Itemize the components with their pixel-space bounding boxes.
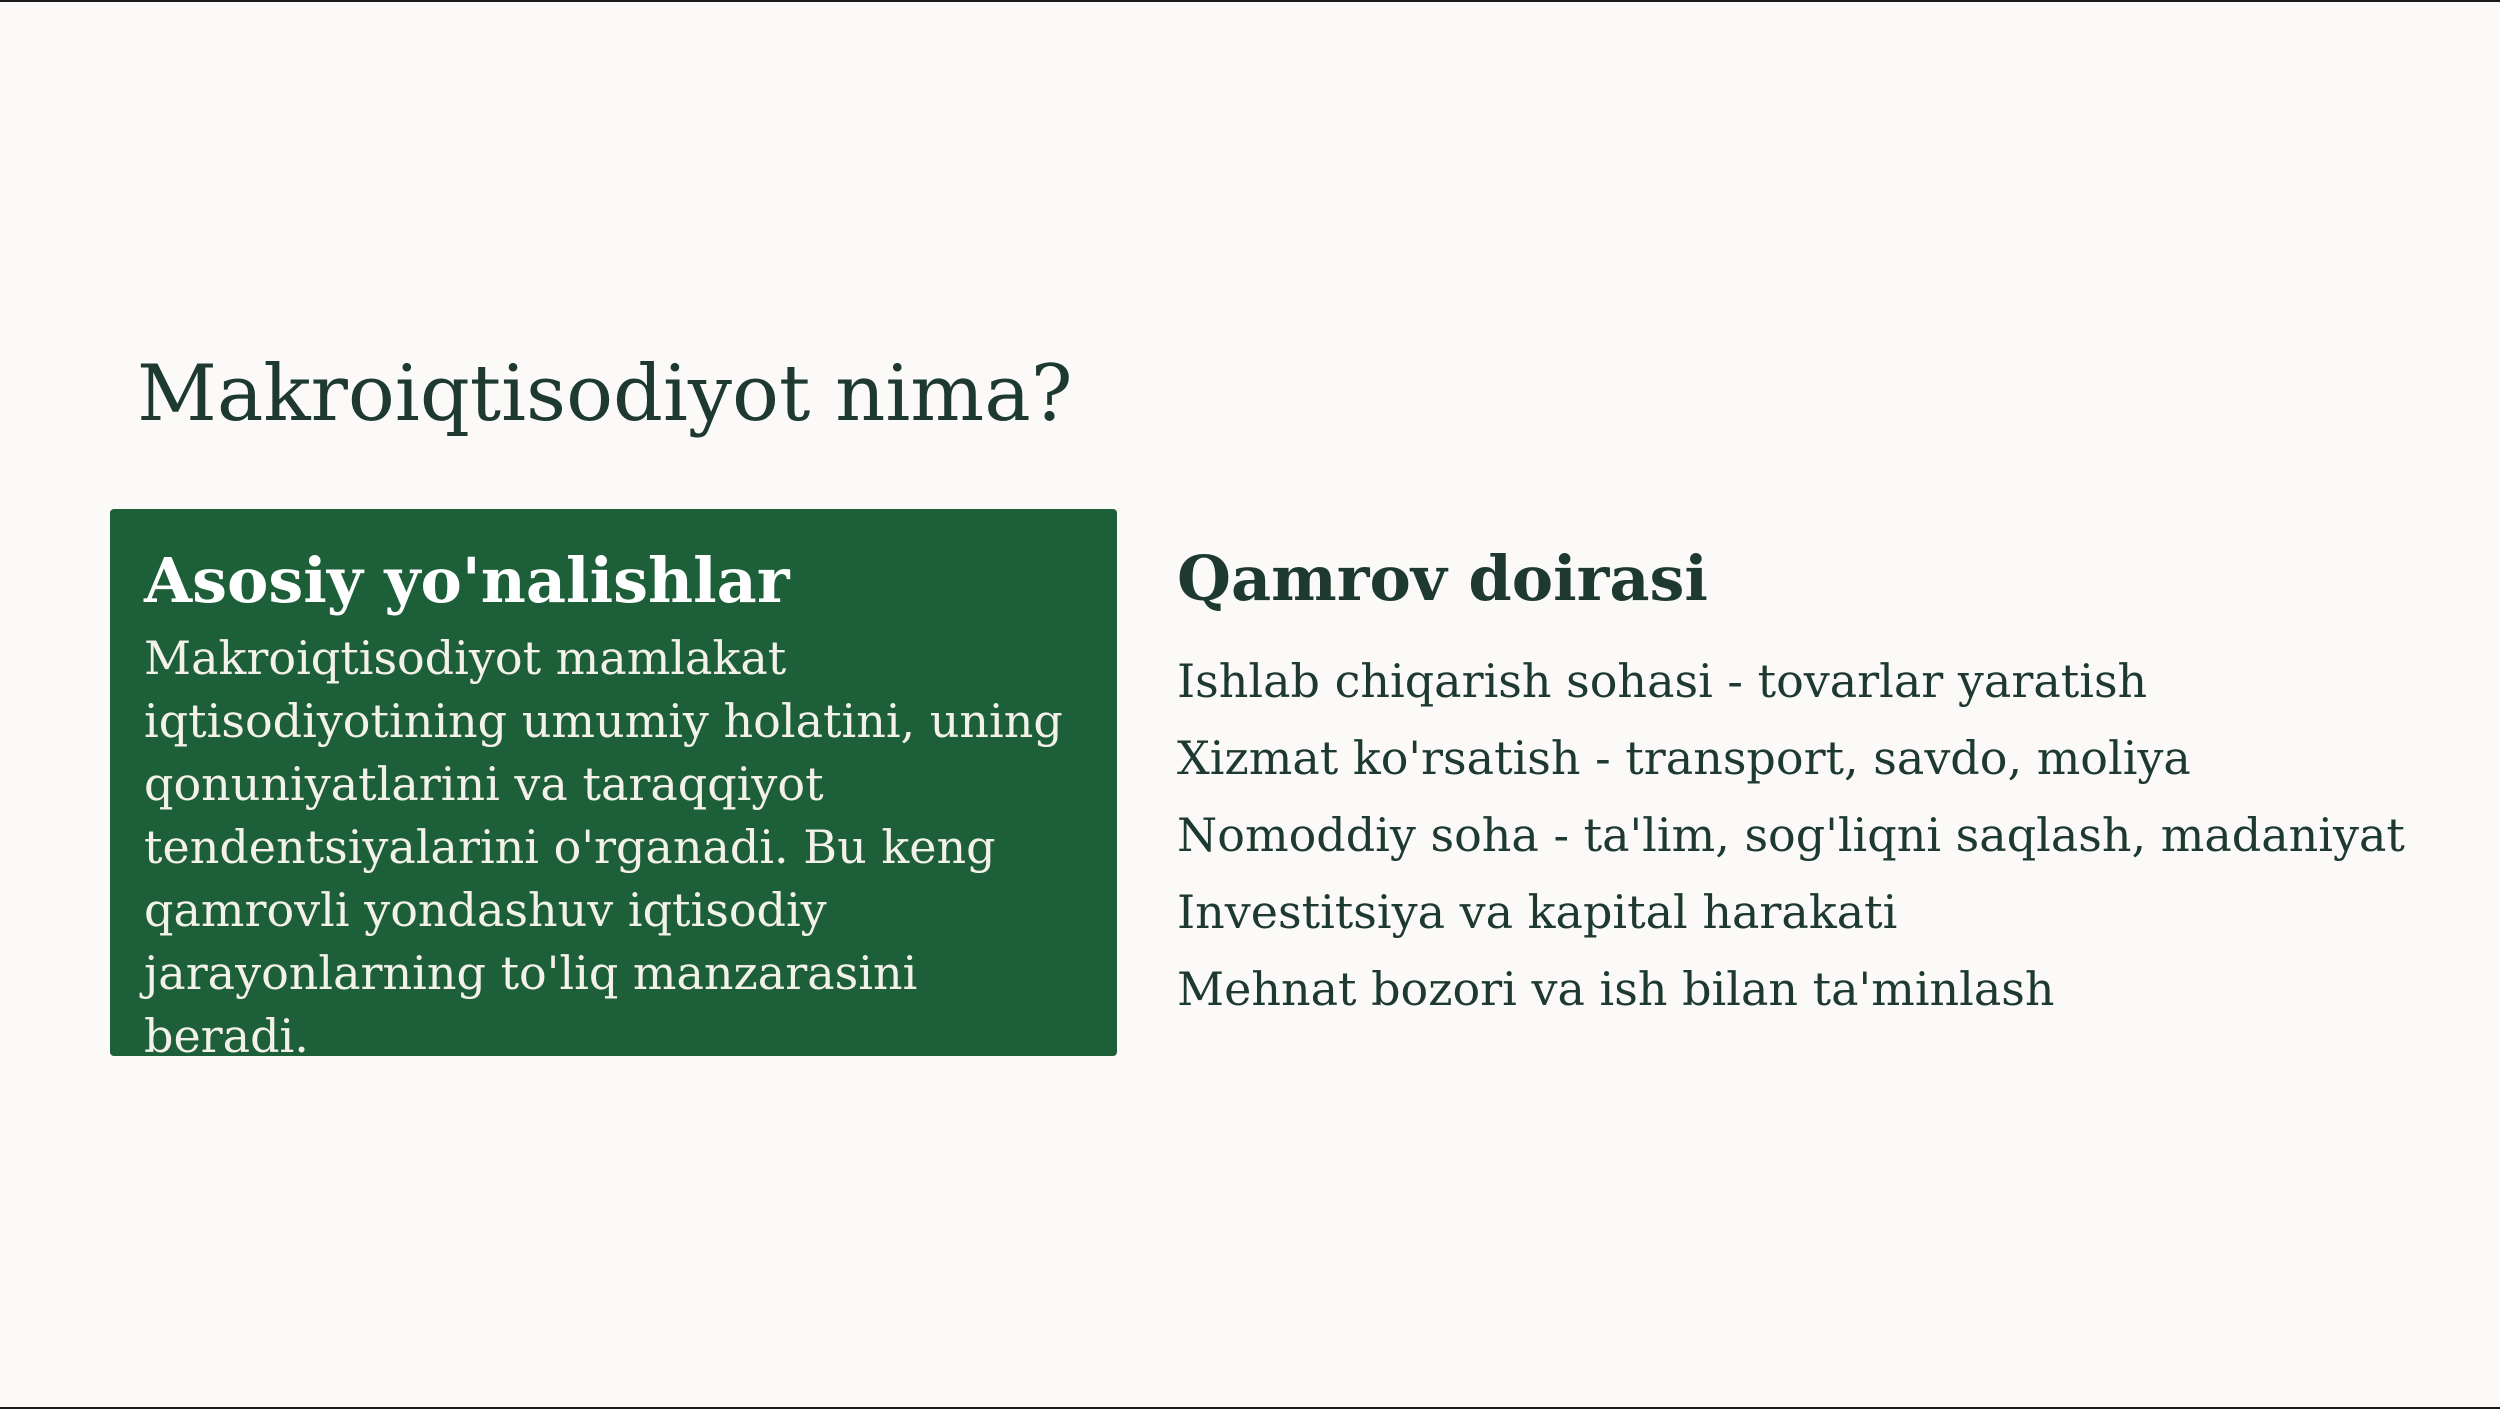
scope-heading: Qamrov doirasi	[1177, 542, 1708, 615]
page-title: Makroiqtisodiyot nima?	[137, 349, 1073, 439]
top-border	[0, 0, 2500, 2]
scope-item: Investitsiya va kapital harakati	[1177, 885, 1898, 939]
scope-item: Mehnat bozori va ish bilan ta'minlash	[1177, 962, 2055, 1016]
scope-item: Ishlab chiqarish sohasi - tovarlar yaratish	[1177, 654, 2148, 708]
scope-list	[1177, 643, 2405, 1028]
main-directions-card	[110, 509, 1117, 1064]
card-body-text: Makroiqtisodiyot mamlakat iqtisodiyotining umumiy holatini, uning qonuniyatlarini va taraqqiyot tendentsiyalarini o'rganadi. Bu keng qamrovli yondashuv iqtisodiy jarayonlarning to'liq manzarasini beradi.	[144, 631, 1063, 1064]
scope-item: Nomoddiy soha - ta'lim, sog'liqni saqlash, madaniyat	[1177, 808, 2405, 862]
scope-item: Xizmat ko'rsatish - transport, savdo, moliya	[1177, 731, 2191, 785]
card-heading: Asosiy yo'nalishlar	[144, 544, 790, 617]
